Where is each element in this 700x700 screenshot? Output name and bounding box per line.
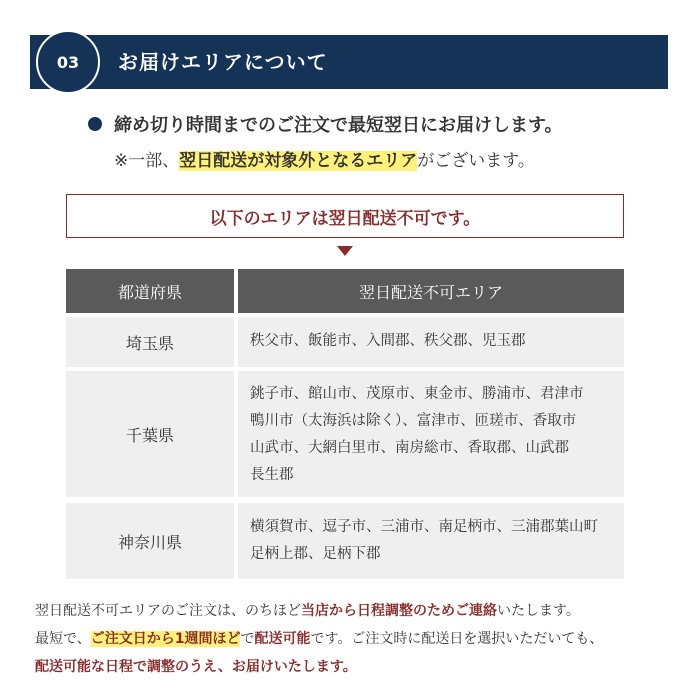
table-row-areas	[238, 371, 624, 497]
footer-line	[35, 597, 675, 625]
area-line: 横須賀市、逗子市、三浦市、南足柄市、三浦郡葉山町	[250, 519, 598, 535]
footer-text: 翌日配送不可エリアのご注文は、のちほど	[35, 603, 301, 619]
area-line: 山武市、大網白里市、南房総市、香取郡、山武郡	[250, 440, 569, 456]
area-line: 銚子市、館山市、茂原市、東金市、勝浦市、君津市	[250, 386, 584, 402]
warning-box: 以下のエリアは翌日配送不可です。	[66, 194, 624, 238]
down-arrow-icon	[337, 246, 353, 256]
table-row-pref: 千葉県	[66, 371, 234, 497]
footer-emphasis: 配送可能な日程で調整のうえ、お届けいたします。	[35, 659, 357, 675]
footer-line	[35, 625, 675, 653]
lead-text: 締め切り時間までのご注文で最短翌日にお届けします。	[114, 115, 563, 136]
note-suffix: がございます。	[417, 151, 535, 171]
section-title: お届けエリアについて	[118, 50, 328, 74]
footer-notice	[35, 597, 675, 681]
footer-emphasis: 配送可能	[254, 631, 311, 647]
bullet-dot-icon	[88, 117, 102, 131]
note-text	[114, 146, 535, 171]
area-line: 長生郡	[250, 467, 294, 483]
note-prefix: ※一部、	[114, 151, 180, 171]
footer-emphasis: 当店から日程調整のためご連絡	[301, 603, 497, 619]
footer-text: いたします。	[497, 603, 580, 619]
table-header-areas: 翌日配送不可エリア	[238, 269, 624, 313]
table-row-pref: 埼玉県	[66, 317, 234, 367]
footer-text: で	[240, 631, 255, 647]
table-row-pref: 神奈川県	[66, 503, 234, 579]
table-row-areas	[238, 317, 624, 367]
area-line: 秩父市、飯能市、入間郡、秩父郡、児玉郡	[250, 333, 526, 349]
section-number-badge: 03	[36, 30, 100, 94]
footer-text: です。ご注文時に配送日を選択いただいても、	[310, 631, 604, 647]
table-header-prefecture: 都道府県	[66, 269, 234, 313]
footer-line	[35, 653, 675, 681]
footer-text: 最短で、	[35, 631, 91, 647]
footer-highlight: ご注文日から1週間ほど	[90, 631, 241, 647]
area-line: 鴨川市（太海浜は除く）、富津市、匝瑳市、香取市	[250, 413, 577, 429]
table-row-areas	[238, 503, 624, 579]
area-line: 足柄上郡、足柄下郡	[250, 546, 381, 562]
note-highlight: 翌日配送が対象外となるエリア	[179, 151, 418, 171]
